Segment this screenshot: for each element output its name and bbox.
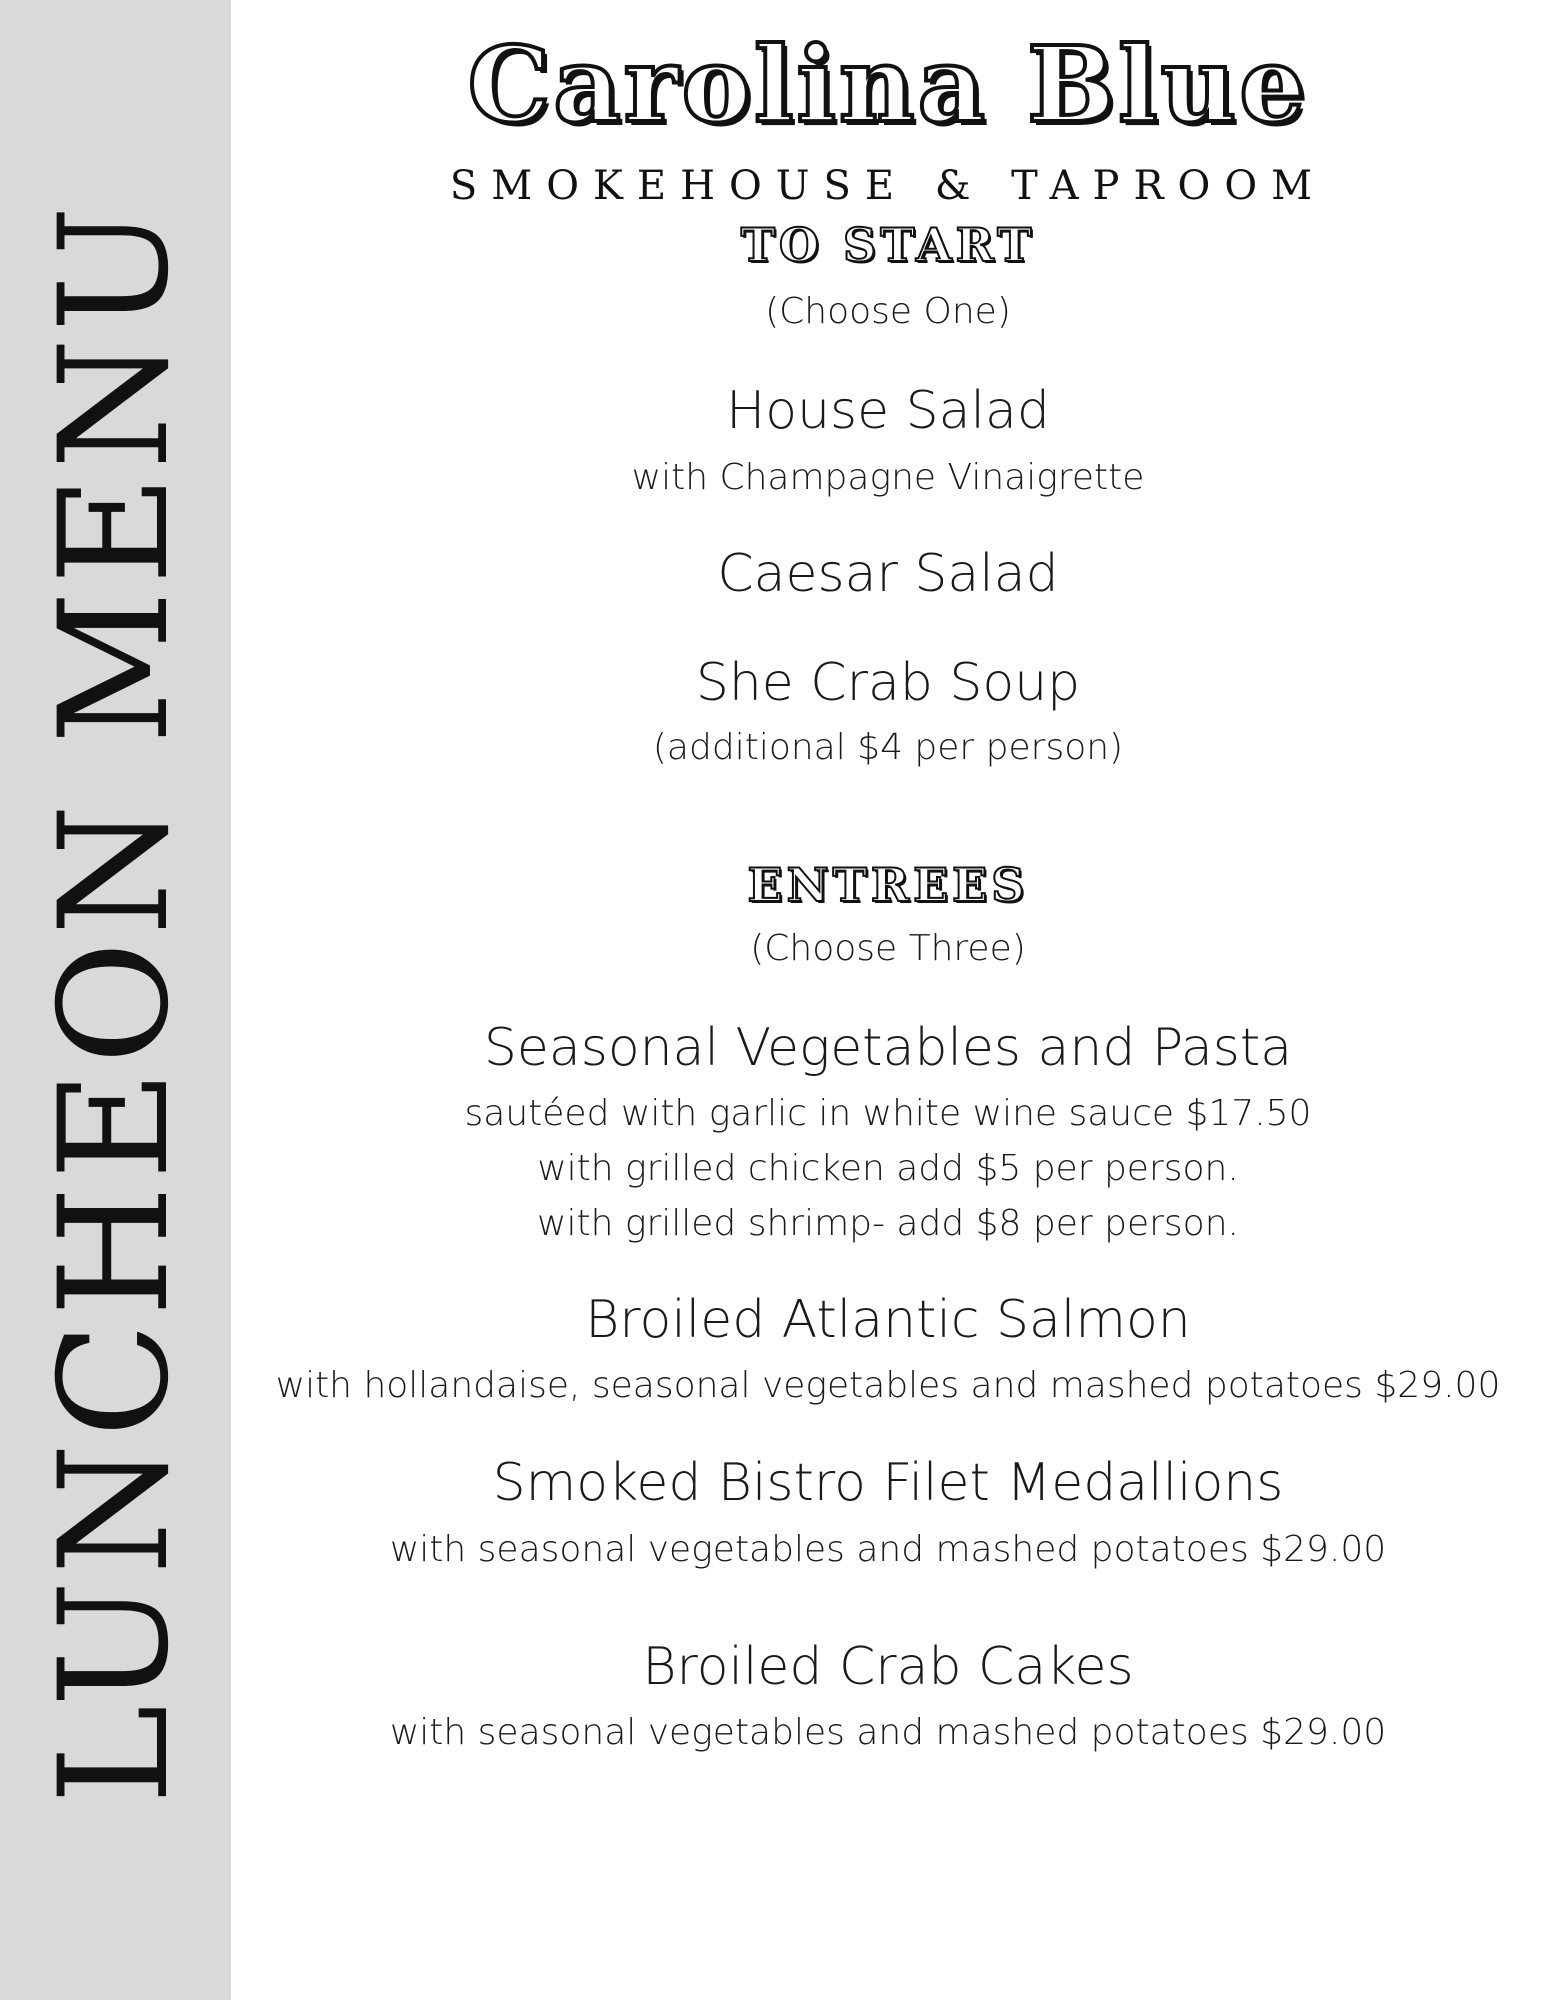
menu-item-description: with hollandaise, seasonal vegetables and mashed potatoes $29.00 — [275, 1365, 1501, 1406]
section-heading-starters: TO START — [740, 218, 1036, 272]
menu-item-description: sautéed with garlic in white wine sauce $17.50 — [464, 1093, 1312, 1134]
brand-name: Carolina Blue — [467, 23, 1309, 146]
brand-tagline: SMOKEHOUSE & TAPROOM — [449, 163, 1327, 209]
menu-item-name: Broiled Atlantic Salmon — [585, 1290, 1191, 1350]
entrees-choose-note: (Choose Three) — [750, 928, 1026, 969]
section-heading-entrees: ENTREES — [747, 858, 1029, 912]
luncheon-menu-title: LUNCHEON MENU — [28, 199, 202, 1805]
menu-item-description: with seasonal vegetables and mashed potatoes $29.00 — [389, 1712, 1387, 1753]
menu-item-name: House Salad — [726, 381, 1050, 441]
menu-item-description: with seasonal vegetables and mashed potatoes $29.00 — [389, 1529, 1387, 1570]
menu-item-description: with grilled shrimp- add $8 per person. — [537, 1203, 1239, 1244]
menu-item-name: Smoked Bistro Filet Medallions — [492, 1453, 1284, 1513]
starters-choose-note: (Choose One) — [765, 291, 1011, 332]
sidebar — [0, 0, 231, 2000]
menu-item-description: with Champagne Vinaigrette — [631, 457, 1145, 498]
menu-item-description: with grilled chicken add $5 per person. — [537, 1148, 1239, 1189]
menu-item-name: Broiled Crab Cakes — [642, 1637, 1134, 1697]
menu-item-name: Caesar Salad — [717, 544, 1059, 604]
menu-content — [231, 0, 1545, 2000]
menu-item-description: (additional $4 per person) — [652, 727, 1124, 768]
menu-item-name: She Crab Soup — [695, 653, 1081, 713]
menu-item-name: Seasonal Vegetables and Pasta — [483, 1018, 1293, 1078]
